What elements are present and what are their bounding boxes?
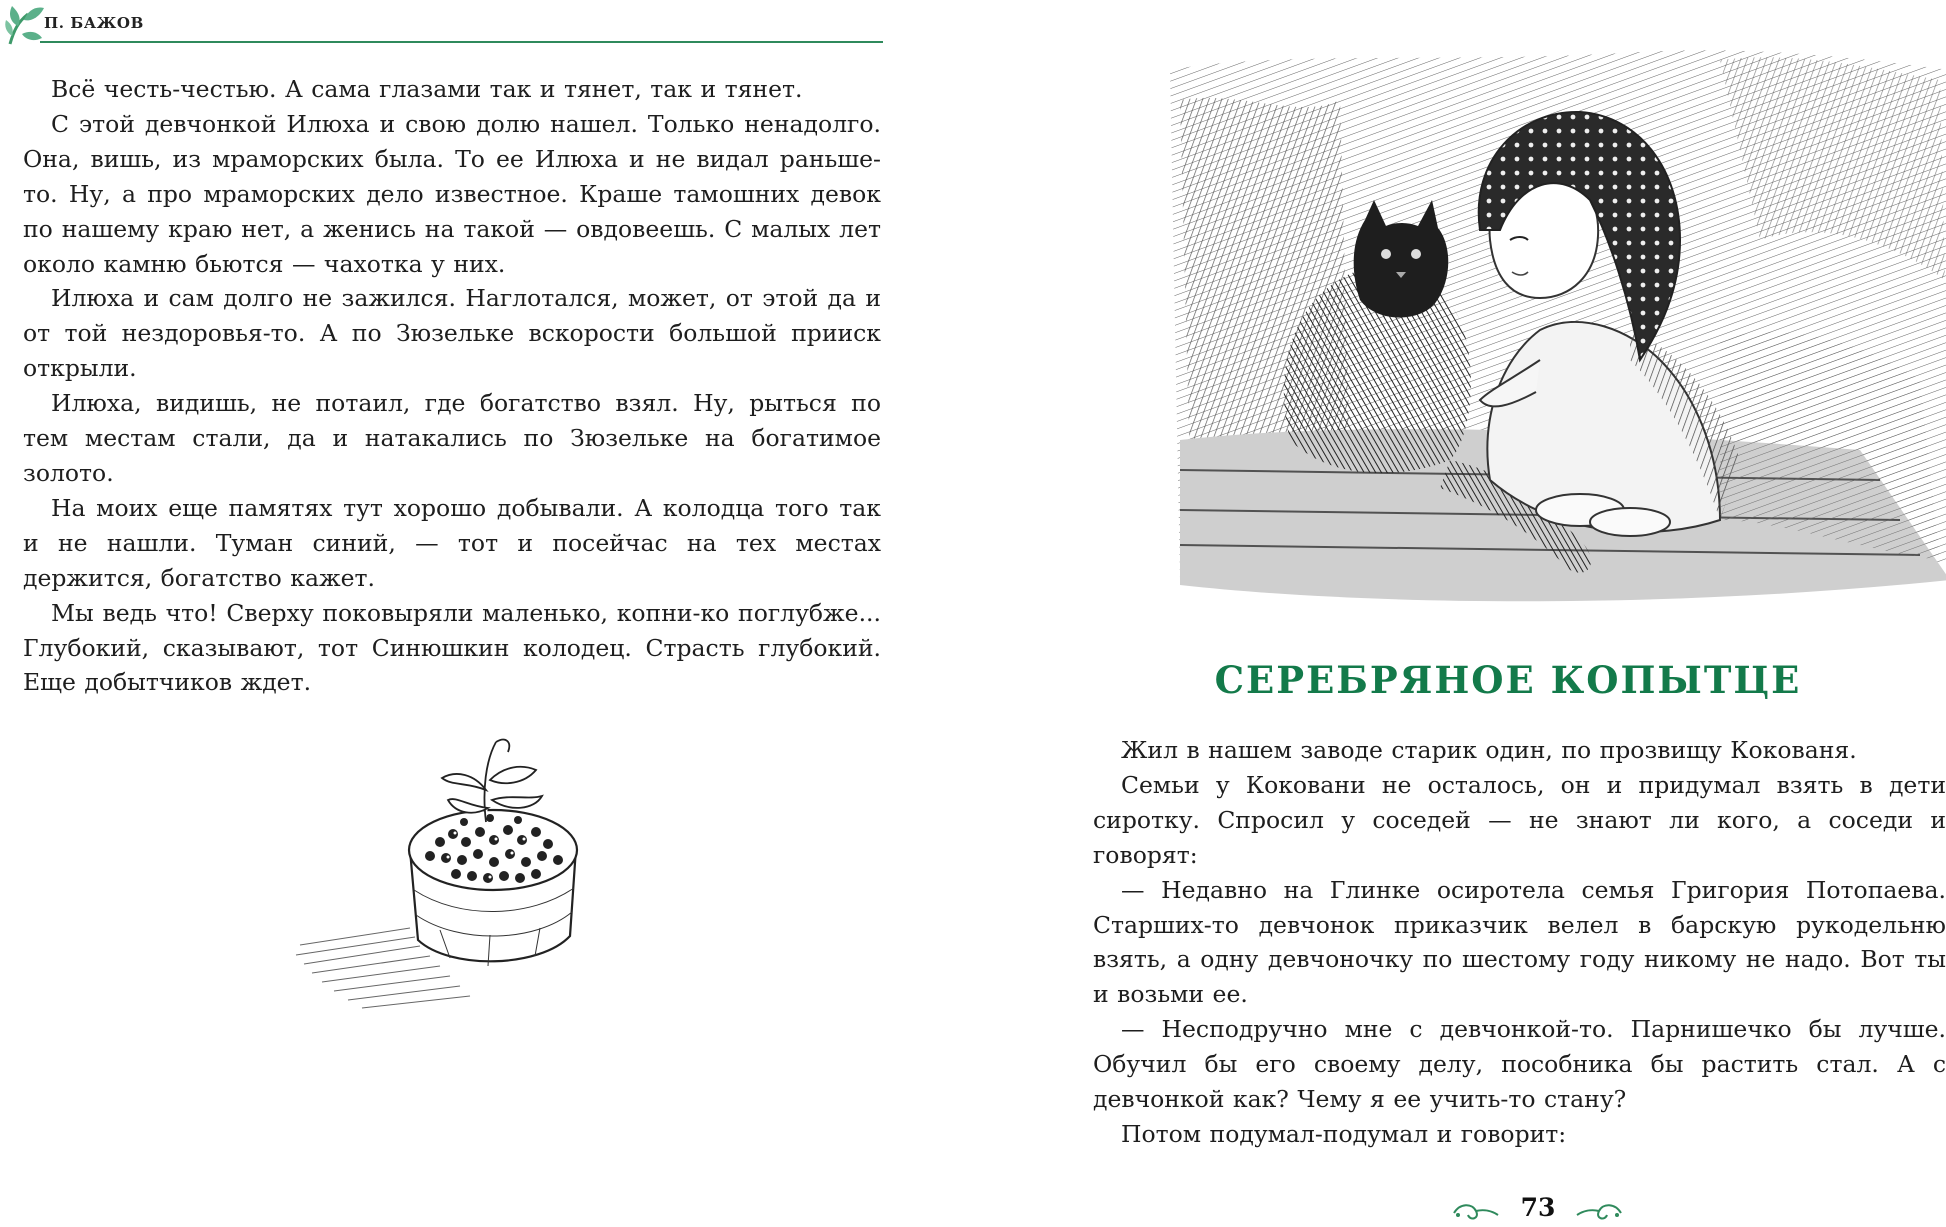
page-number: 73 [1520,1193,1556,1222]
right-body-text [1093,733,1946,1152]
paragraph: Всё честь-честью. А сама глазами так и тянет, так и тянет. [51,75,803,103]
header-rule [40,41,883,43]
paragraph: Илюха, видишь, не потаил, где богатство взял. Ну, рыться по тем местам стали, да и натакались по Зюзельке на богатимое золото. [23,389,881,487]
paragraph: Мы ведь что! Сверху поковыряли маленько, копни-ко поглубже... Глубокий, сказывают, тот Синюшкин колодец. Страсть глубокий. Еще добытчиков ждет. [23,598,881,697]
page-footer [1070,1193,1946,1225]
author-name: П. БАЖОВ [44,14,144,32]
chapter-title: СЕРЕБРЯНОЕ КОПЫТЦЕ [1214,658,1802,702]
left-page [0,0,890,1227]
paragraph: — Недавно на Глинке осиротела семья Григория Потопаева. Старших-то девчонок приказчик велел в барскую рукодельню взять, а одну девчоночку по шестому году никому не надо. Вот ты и возьми ее. [1093,875,1946,1009]
running-head [0,0,890,50]
girl-and-cat-illustration [1160,40,1946,610]
right-page [1070,0,1946,1227]
paragraph: Илюха и сам долго не зажился. Наглотался, может, от этой да и от той нездоровья-то. А по Зюзельке вскорости большой прииск открыли. [23,284,881,383]
paragraph: Жил в нашем заводе старик один, по прозвищу Кокованя. [1121,736,1857,764]
flourish-left-icon [1450,1199,1500,1223]
paragraph: С этой девчонкой Илюха и свою долю нашел. Только ненадолго. Она, вишь, из мраморских была. То ее Илюха и не видал раньше-то. Ну, а про мраморских дело известное. Краше тамошних девок по нашему краю нет, а женись на такой — овдовеешь. С малых лет около камню бьются — чахотка у них. [23,109,881,278]
paragraph: Потом подумал-подумал и говорит: [1121,1119,1567,1148]
paragraph: — Несподручно мне с девчонкой-то. Парнишечко бы лучше. Обучил бы его своему делу, пособника бы растить стал. А с девчонкой как? Чему я ее учить-то стану? [1093,1015,1946,1114]
left-body-text [23,72,881,700]
flourish-right-icon [1575,1199,1625,1223]
paragraph: Семьи у Коковани не осталось, он и придумал взять в дети сиротку. Спросил у соседей — не знают ли кого, а соседи и говорят: [1093,770,1946,869]
berry-basket-illustration [290,730,630,1020]
paragraph: На моих еще памятях тут хорошо добывали. А колодца того так и не нашли. Туман синий, — тот и посейчас на тех местах держится, богатство кажет. [23,493,881,592]
